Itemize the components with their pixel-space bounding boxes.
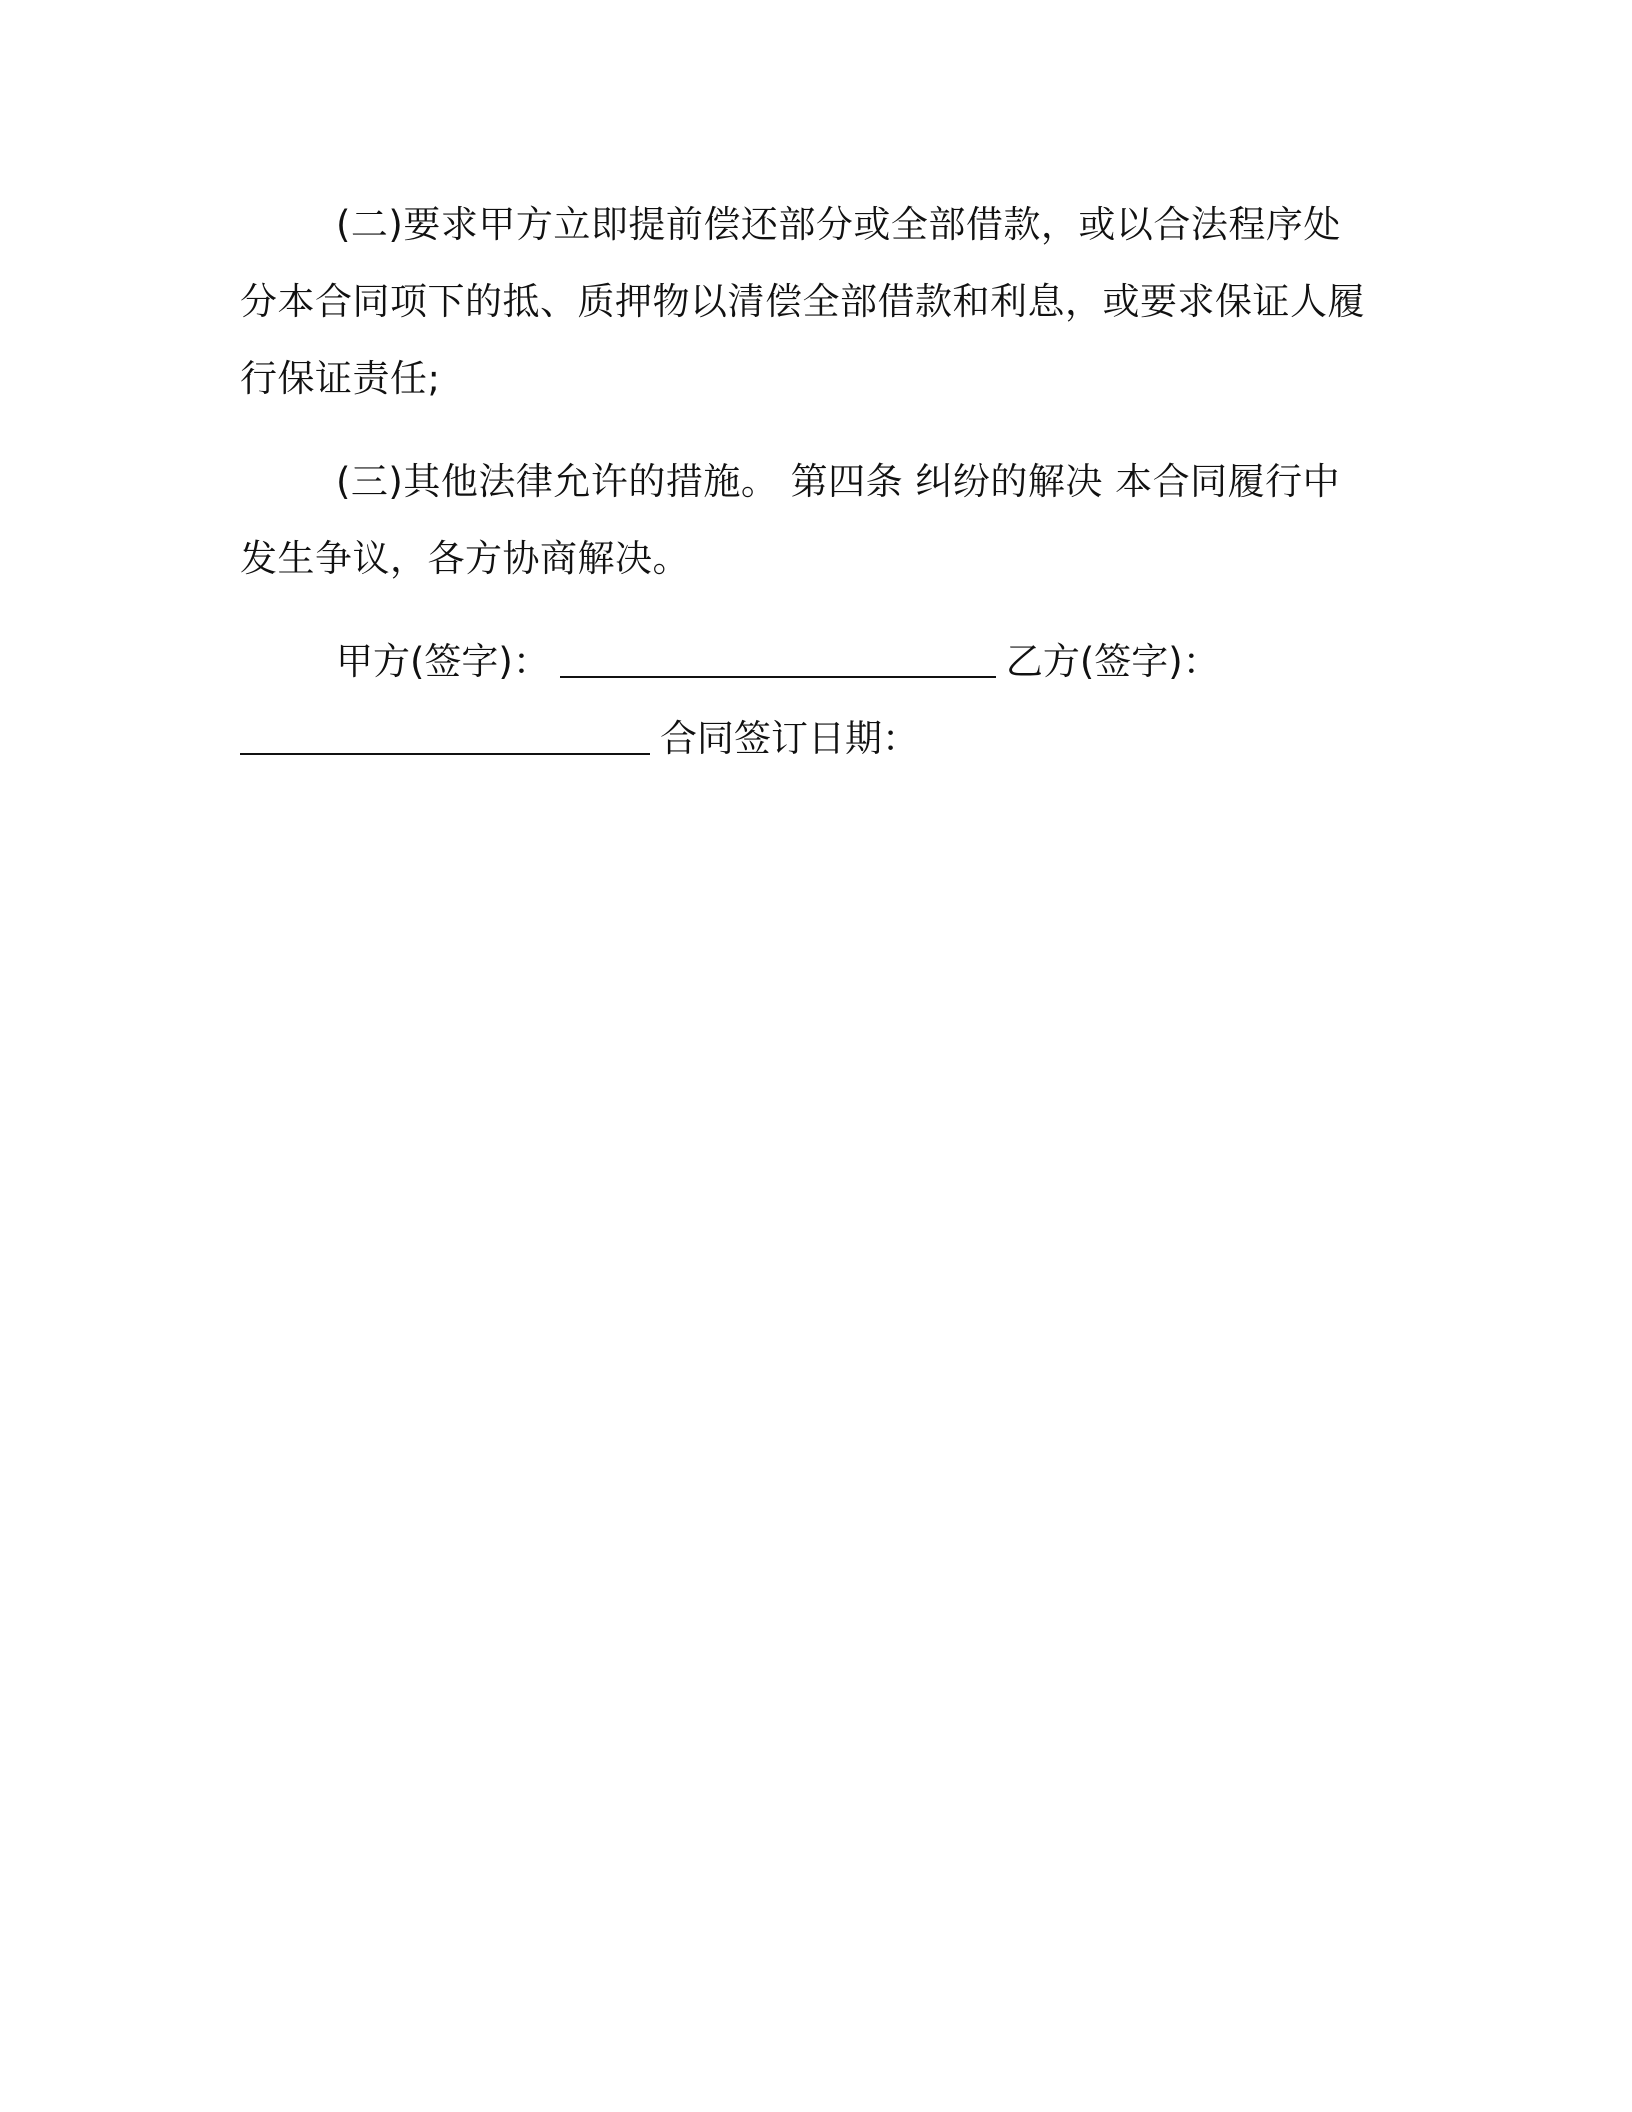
- signing-date-label: 合同签订日期：: [660, 717, 919, 760]
- party-a-signature-label: 甲方(签字)：: [336, 640, 550, 683]
- signature-block: [240, 623, 1365, 777]
- party-b-signature-line: [240, 716, 650, 755]
- party-b-signature-label: 乙方(签字)：: [1005, 640, 1220, 683]
- paragraph-remedy-two: (二)要求甲方立即提前偿还部分或全部借款，或以合法程序处分本合同项下的抵、质押物以清偿全部借款和利息，或要求保证人履行保证责任;: [240, 203, 1365, 400]
- document-body: [240, 186, 1365, 777]
- paragraph-remedy-three-and-dispute: (三)其他法律允许的措施。 第四条 纠纷的解决 本合同履行中发生争议，各方协商解决。: [240, 460, 1341, 580]
- party-a-signature-line: [560, 639, 996, 678]
